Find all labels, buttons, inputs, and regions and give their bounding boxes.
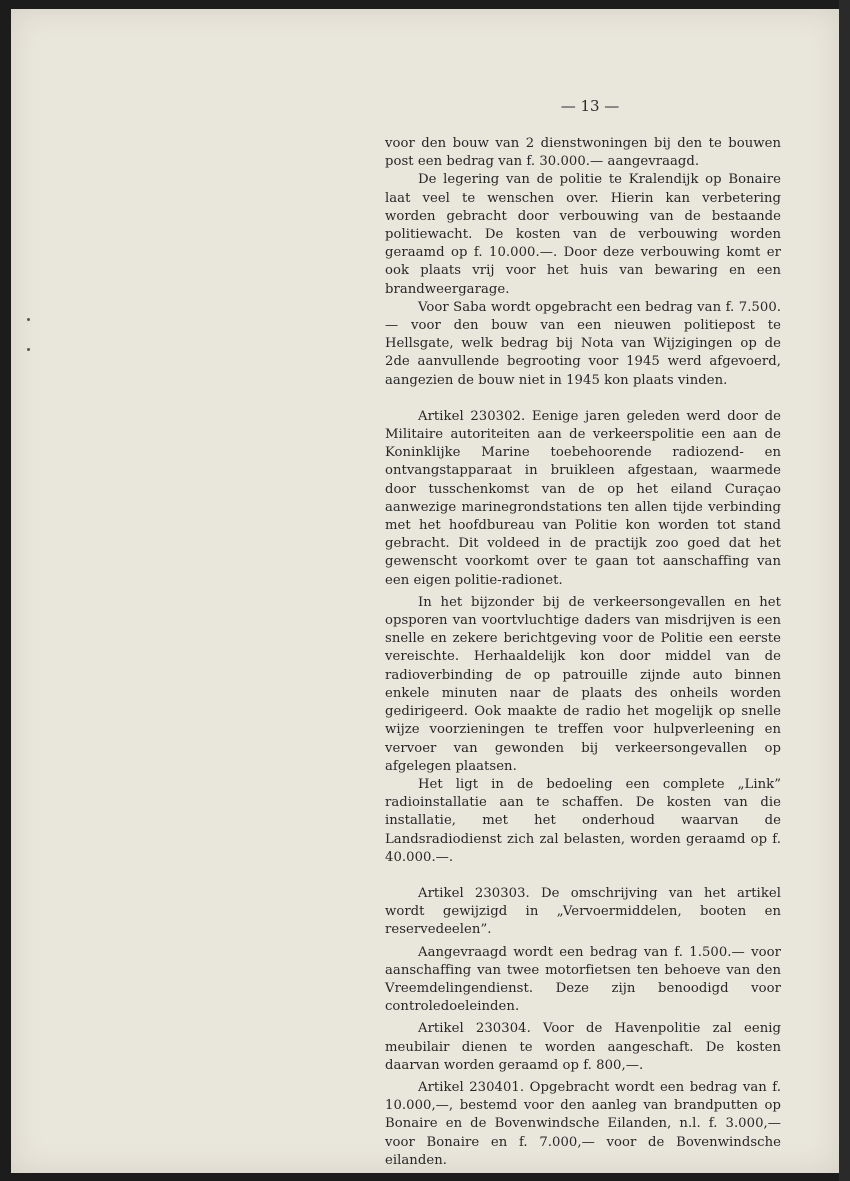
paragraph: De legering van de politie te Kralendijk op Bonaire laat veel te wenschen over. Hierin kan verbetering worden gebracht door verbouwing van de bestaande politiewacht. De kosten van de verbouwing worden geraamd op f. 10.000.—. Door deze verbouwing komt er ook plaats vrij voor het huis van bewaring en een brandweergarage.	[385, 172, 781, 297]
paragraph: Voor Saba wordt opgebracht een bedrag van f. 7.500.— voor den bouw van een nieuwen politiepost te Hellsgate, welk bedrag bij Nota van Wijzigingen op de 2de aanvullende begrooting voor 1945 werd afgevoerd, aangezien de bouw niet in 1945 kon plaats vinden.	[385, 299, 781, 388]
paragraph-article-230303: Artikel 230303. De omschrijving van het artikel wordt gewijzigd in „Vervoermiddelen, booten en reservedeelen”.	[385, 885, 781, 938]
paragraph: voor den bouw van 2 dienstwoningen bij den te bouwen post een bedrag van f. 30.000.— aangevraagd.	[385, 136, 781, 170]
paragraph-article-230401: Artikel 230401. Opgebracht wordt een bedrag van f. 10.000,—, bestemd voor den aanleg van brandputten op Bonaire en de Bovenwindsche Eilanden, n.l. f. 3.000,— voor Bonaire en f. 7.000,— voor de Bovenwindsche eilanden.	[385, 1079, 781, 1168]
paragraph-article-230302: Artikel 230302. Eenige jaren geleden werd door de Militaire autoriteiten aan de verkeerspolitie een aan de Koninklijke Marine toebehoorende radiozend- en ontvangstapparaat in bruikleen afgestaan, waarmede door tusschenkomst van de op het eiland Curaçao aanwezige marinegrondstations ten allen tijde verbinding met het hoofdbureau van Politie kon worden tot stand gebracht. Dit voldeed in de practijk zoo goed dat het gewenscht voorkomt over te gaan tot aanschaffing van een eigen politie-radionet.	[385, 408, 781, 588]
margin-speck	[27, 318, 30, 321]
page-edge	[839, 0, 850, 1181]
margin-speck	[27, 348, 30, 351]
paragraph: Het ligt in de bedoeling een complete „Link” radioinstallatie aan te schaffen. De kosten van die installatie, met het onderhoud waarvan de Landsradiodienst zich zal belasten, worden geraamd op f. 40.000.—.	[385, 776, 781, 865]
paragraph: In het bijzonder bij de verkeersongevallen en het opsporen van voortvluchtige daders van misdrijven is een snelle en zekere berichtgeving voor de Politie een eerste vereischte. Herhaaldelijk kon door middel van de radioverbinding de op patrouille zijnde auto binnen enkele minuten naar de plaats des onheils worden gedirigeerd. Ook maakte de radio het mogelijk op snelle wijze voorzieningen te treffen voor hulpverleening en vervoer van gewonden bij verkeersongevallen op afgelegen plaatsen.	[385, 594, 781, 774]
body-text	[385, 135, 781, 1170]
paragraph: Aangevraagd wordt een bedrag van f. 1.500.— voor aanschaffing van twee motorfietsen ten behoeve van den Vreemdelingendienst. Deze zijn benoodigd voor controledoeleinden.	[385, 944, 781, 1015]
page-number: — 13 —	[560, 97, 620, 115]
paragraph-article-230304: Artikel 230304. Voor de Havenpolitie zal eenig meubilair dienen te worden aangeschaft. De kosten daarvan worden geraamd op f. 800,—.	[385, 1021, 781, 1073]
